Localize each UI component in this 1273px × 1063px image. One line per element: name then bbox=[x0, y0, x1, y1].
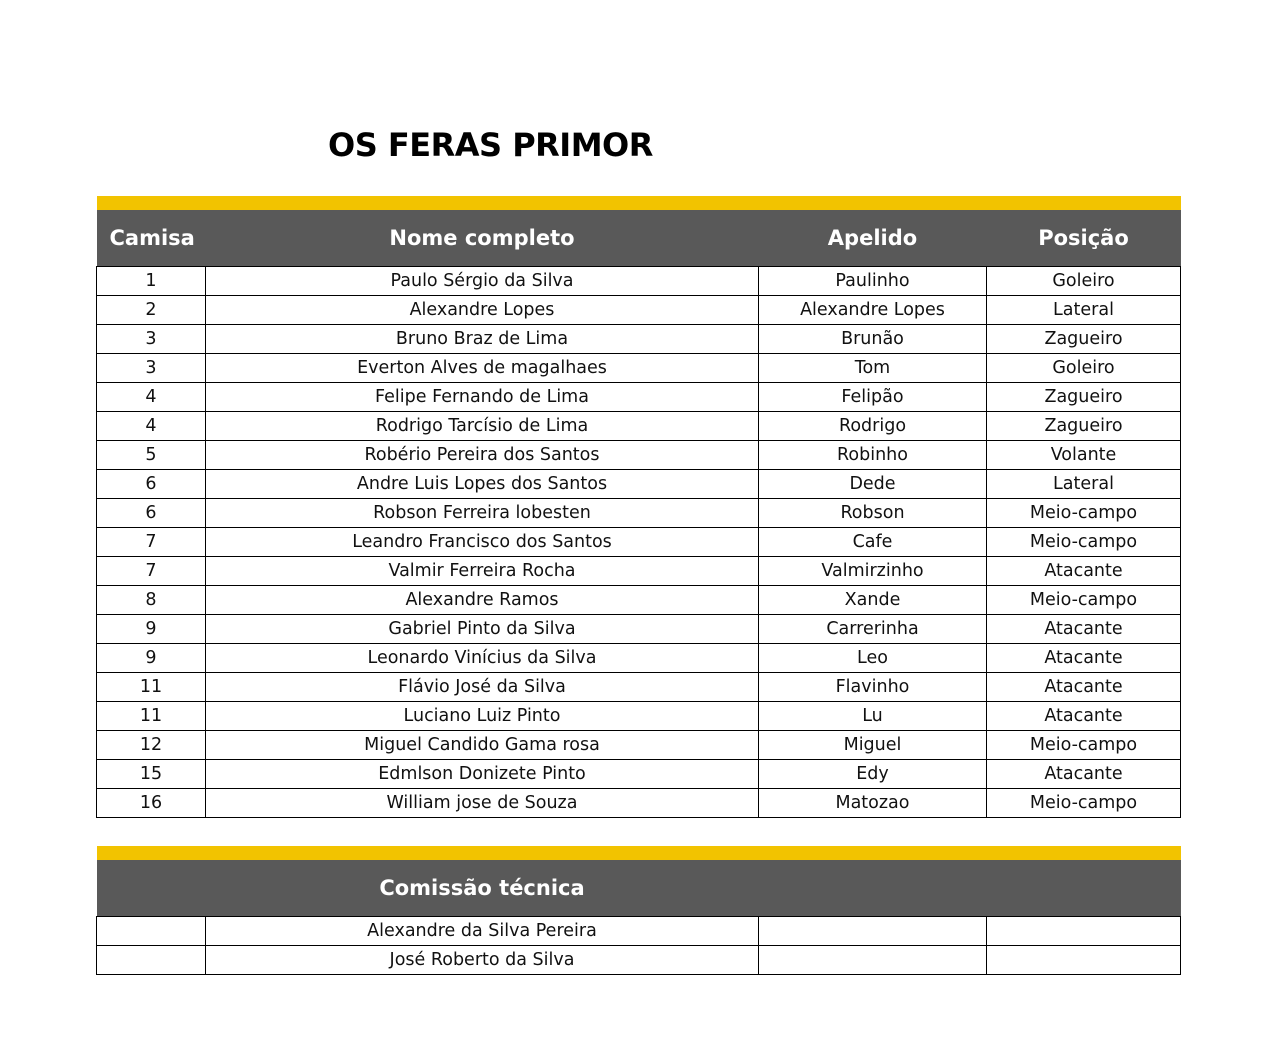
header-empty-cell[interactable] bbox=[97, 860, 206, 917]
cell-nome-completo[interactable]: Edmlson Donizete Pinto bbox=[206, 760, 759, 789]
cell-apelido[interactable]: Edy bbox=[759, 760, 987, 789]
table-row bbox=[97, 528, 1181, 557]
roster-header-row bbox=[97, 210, 1181, 267]
cell-camisa[interactable]: 6 bbox=[97, 499, 206, 528]
cell-nome-completo[interactable]: Miguel Candido Gama rosa bbox=[206, 731, 759, 760]
cell-posicao[interactable]: Lateral bbox=[987, 296, 1181, 325]
cell-nome-completo[interactable]: Leandro Francisco dos Santos bbox=[206, 528, 759, 557]
cell-nome-completo[interactable]: Valmir Ferreira Rocha bbox=[206, 557, 759, 586]
cell-apelido[interactable]: Alexandre Lopes bbox=[759, 296, 987, 325]
cell-nome-completo[interactable]: Rodrigo Tarcísio de Lima bbox=[206, 412, 759, 441]
roster-table bbox=[96, 196, 1181, 818]
staff-accent-bar bbox=[97, 846, 1181, 860]
staff-row bbox=[97, 917, 1181, 946]
staff-row bbox=[97, 946, 1181, 975]
cell-camisa[interactable] bbox=[97, 917, 206, 946]
cell-posicao[interactable]: Meio-campo bbox=[987, 789, 1181, 818]
cell-apelido[interactable]: Cafe bbox=[759, 528, 987, 557]
table-row bbox=[97, 673, 1181, 702]
table-row bbox=[97, 644, 1181, 673]
cell-apelido[interactable]: Felipão bbox=[759, 383, 987, 412]
header-empty-cell[interactable] bbox=[987, 860, 1181, 917]
page-title: OS FERAS PRIMOR bbox=[328, 126, 653, 164]
accent-stripe bbox=[97, 846, 1181, 860]
table-row bbox=[97, 702, 1181, 731]
table-row bbox=[97, 412, 1181, 441]
table-row bbox=[97, 760, 1181, 789]
cell-apelido[interactable]: Miguel bbox=[759, 731, 987, 760]
cell-nome-completo[interactable]: Alexandre Lopes bbox=[206, 296, 759, 325]
cell-nome-completo[interactable]: Alexandre Ramos bbox=[206, 586, 759, 615]
roster-body bbox=[97, 267, 1181, 818]
cell-apelido[interactable]: Robson bbox=[759, 499, 987, 528]
header-posicao[interactable]: Posição bbox=[987, 210, 1181, 267]
cell-nome-completo[interactable]: Felipe Fernando de Lima bbox=[206, 383, 759, 412]
cell-posicao[interactable]: Atacante bbox=[987, 557, 1181, 586]
table-row bbox=[97, 789, 1181, 818]
cell-apelido[interactable]: Leo bbox=[759, 644, 987, 673]
cell-camisa[interactable]: 6 bbox=[97, 470, 206, 499]
accent-stripe bbox=[97, 196, 1181, 210]
cell-apelido[interactable]: Xande bbox=[759, 586, 987, 615]
cell-posicao[interactable] bbox=[987, 946, 1181, 975]
cell-camisa[interactable]: 9 bbox=[97, 644, 206, 673]
table-row bbox=[97, 325, 1181, 354]
cell-posicao[interactable]: Meio-campo bbox=[987, 731, 1181, 760]
cell-camisa[interactable]: 4 bbox=[97, 412, 206, 441]
cell-nome-completo[interactable]: Flávio José da Silva bbox=[206, 673, 759, 702]
table-row bbox=[97, 354, 1181, 383]
cell-apelido[interactable]: Tom bbox=[759, 354, 987, 383]
cell-nome-completo[interactable]: Gabriel Pinto da Silva bbox=[206, 615, 759, 644]
table-row bbox=[97, 557, 1181, 586]
cell-posicao[interactable]: Goleiro bbox=[987, 354, 1181, 383]
cell-posicao[interactable]: Meio-campo bbox=[987, 528, 1181, 557]
cell-camisa[interactable]: 9 bbox=[97, 615, 206, 644]
cell-camisa[interactable] bbox=[97, 946, 206, 975]
header-apelido[interactable]: Apelido bbox=[759, 210, 987, 267]
cell-apelido[interactable]: Valmirzinho bbox=[759, 557, 987, 586]
cell-camisa[interactable]: 11 bbox=[97, 702, 206, 731]
cell-posicao[interactable]: Atacante bbox=[987, 644, 1181, 673]
cell-apelido[interactable]: Rodrigo bbox=[759, 412, 987, 441]
cell-camisa[interactable]: 15 bbox=[97, 760, 206, 789]
cell-nome-completo[interactable]: Everton Alves de magalhaes bbox=[206, 354, 759, 383]
cell-camisa[interactable]: 2 bbox=[97, 296, 206, 325]
header-nome-completo[interactable]: Nome completo bbox=[206, 210, 759, 267]
cell-apelido[interactable] bbox=[759, 946, 987, 975]
header-empty-cell[interactable] bbox=[759, 860, 987, 917]
cell-posicao[interactable]: Atacante bbox=[987, 673, 1181, 702]
roster-accent-bar bbox=[97, 196, 1181, 210]
cell-nome-completo[interactable]: Leonardo Vinícius da Silva bbox=[206, 644, 759, 673]
cell-camisa[interactable]: 12 bbox=[97, 731, 206, 760]
cell-posicao[interactable]: Atacante bbox=[987, 702, 1181, 731]
cell-nome-completo[interactable]: Robson Ferreira lobesten bbox=[206, 499, 759, 528]
table-row bbox=[97, 267, 1181, 296]
cell-posicao[interactable]: Zagueiro bbox=[987, 412, 1181, 441]
table-row bbox=[97, 441, 1181, 470]
cell-apelido[interactable]: Paulinho bbox=[759, 267, 987, 296]
cell-camisa[interactable]: 16 bbox=[97, 789, 206, 818]
staff-table bbox=[96, 846, 1181, 975]
cell-camisa[interactable]: 8 bbox=[97, 586, 206, 615]
table-row bbox=[97, 296, 1181, 325]
cell-apelido[interactable]: Matozao bbox=[759, 789, 987, 818]
table-row bbox=[97, 586, 1181, 615]
header-camisa[interactable]: Camisa bbox=[97, 210, 206, 267]
cell-nome-completo[interactable]: Alexandre da Silva Pereira bbox=[206, 917, 759, 946]
table-row bbox=[97, 731, 1181, 760]
staff-header-row bbox=[97, 860, 1181, 917]
cell-apelido[interactable]: Dede bbox=[759, 470, 987, 499]
cell-apelido[interactable]: Carrerinha bbox=[759, 615, 987, 644]
cell-nome-completo[interactable]: José Roberto da Silva bbox=[206, 946, 759, 975]
cell-apelido[interactable] bbox=[759, 917, 987, 946]
cell-nome-completo[interactable]: William jose de Souza bbox=[206, 789, 759, 818]
cell-apelido[interactable]: Brunão bbox=[759, 325, 987, 354]
cell-posicao[interactable]: Lateral bbox=[987, 470, 1181, 499]
cell-nome-completo[interactable]: Bruno Braz de Lima bbox=[206, 325, 759, 354]
cell-camisa[interactable]: 3 bbox=[97, 354, 206, 383]
cell-camisa[interactable]: 11 bbox=[97, 673, 206, 702]
cell-posicao[interactable]: Volante bbox=[987, 441, 1181, 470]
cell-nome-completo[interactable]: Andre Luis Lopes dos Santos bbox=[206, 470, 759, 499]
header-comissao-tecnica[interactable]: Comissão técnica bbox=[206, 860, 759, 917]
table-row bbox=[97, 383, 1181, 412]
cell-nome-completo[interactable]: Robério Pereira dos Santos bbox=[206, 441, 759, 470]
cell-posicao[interactable]: Meio-campo bbox=[987, 499, 1181, 528]
table-row bbox=[97, 470, 1181, 499]
cell-camisa[interactable]: 7 bbox=[97, 557, 206, 586]
cell-apelido[interactable]: Flavinho bbox=[759, 673, 987, 702]
cell-camisa[interactable]: 3 bbox=[97, 325, 206, 354]
cell-posicao[interactable]: Zagueiro bbox=[987, 383, 1181, 412]
cell-apelido[interactable]: Lu bbox=[759, 702, 987, 731]
cell-posicao[interactable]: Atacante bbox=[987, 760, 1181, 789]
cell-camisa[interactable]: 7 bbox=[97, 528, 206, 557]
table-row bbox=[97, 499, 1181, 528]
staff-body bbox=[97, 917, 1181, 975]
cell-camisa[interactable]: 5 bbox=[97, 441, 206, 470]
cell-posicao[interactable]: Meio-campo bbox=[987, 586, 1181, 615]
cell-posicao[interactable]: Goleiro bbox=[987, 267, 1181, 296]
cell-posicao[interactable] bbox=[987, 917, 1181, 946]
cell-posicao[interactable]: Zagueiro bbox=[987, 325, 1181, 354]
table-row bbox=[97, 615, 1181, 644]
cell-nome-completo[interactable]: Luciano Luiz Pinto bbox=[206, 702, 759, 731]
cell-apelido[interactable]: Robinho bbox=[759, 441, 987, 470]
cell-posicao[interactable]: Atacante bbox=[987, 615, 1181, 644]
cell-camisa[interactable]: 1 bbox=[97, 267, 206, 296]
cell-nome-completo[interactable]: Paulo Sérgio da Silva bbox=[206, 267, 759, 296]
cell-camisa[interactable]: 4 bbox=[97, 383, 206, 412]
